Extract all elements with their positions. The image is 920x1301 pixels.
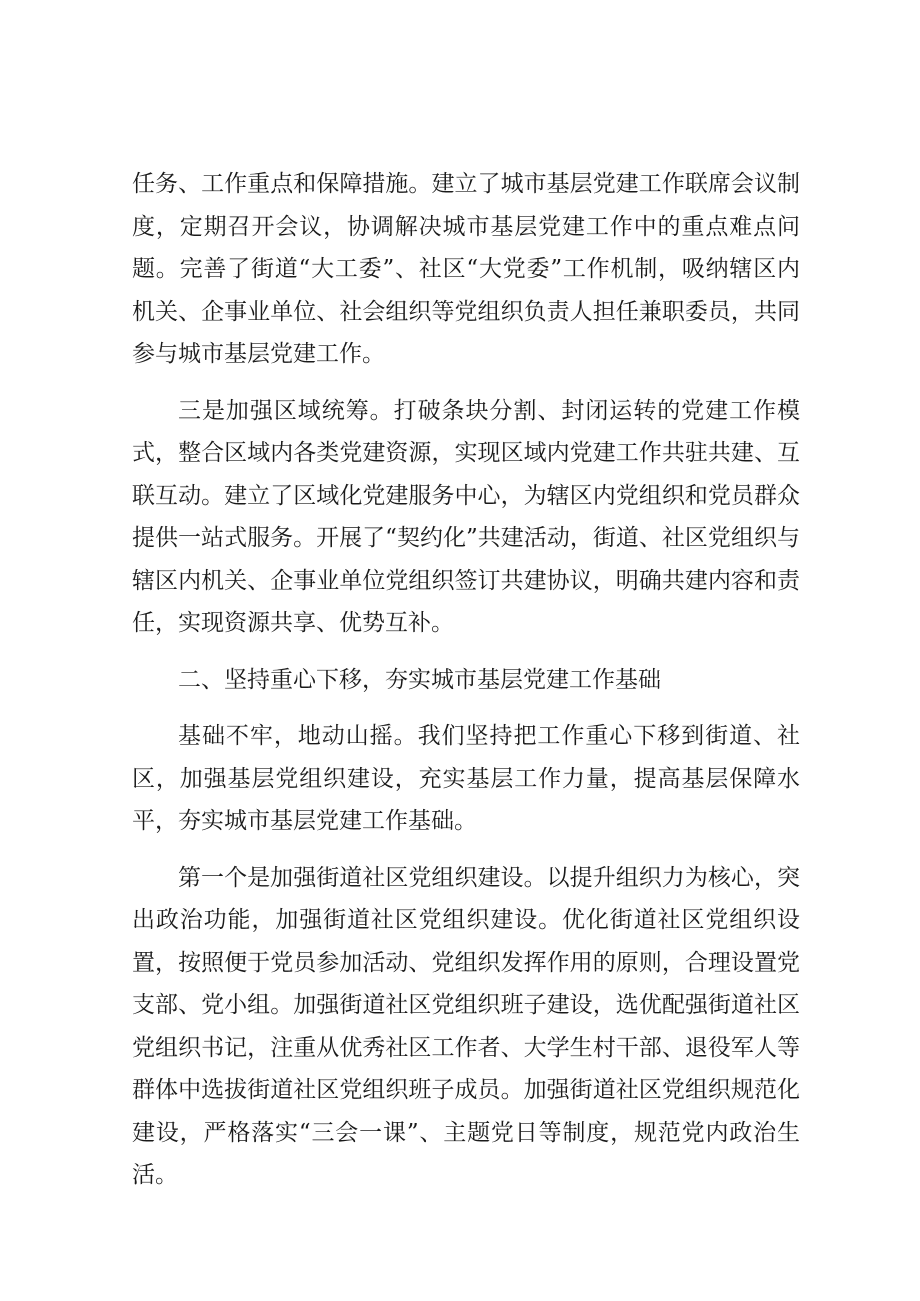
paragraph-regional-coordination: 三是加强区域统筹。打破条块分割、封闭运转的党建工作模式，整合区域内各类党建资源，实现区域内党建工作共驻共建、互联互动。建立了区域化党建服务中心，为辖区内党组织和党员群众提供一站式服务。开展了“契约化”共建活动，街道、社区党组织与辖区内机关、企事业单位党组织签订共建协议，明确共建内容和责任，实现资源共享、优势互补。 — [132, 397, 800, 636]
section-heading: 二、坚持重心下移，夯实城市基层党建工作基础 — [178, 666, 661, 693]
paragraph-continuation: 任务、工作重点和保障措施。建立了城市基层党建工作联席会议制度，定期召开会议，协调解决城市基层党建工作中的重点难点问题。完善了街道“大工委”、社区“大党委”工作机制，吸纳辖区内机关、企事业单位、社会组织等党组织负责人担任兼职委员，共同参与城市基层党建工作。 — [132, 171, 800, 367]
paragraph-organization-building: 第一个是加强街道社区党组织建设。以提升组织力为核心，突出政治功能，加强街道社区党组织建设。优化街道社区党组织设置，按照便于党员参加活动、党组织发挥作用的原则，合理设置党支部、党小组。加强街道社区党组织班子建设，选优配强街道社区党组织书记，注重从优秀社区工作者、大学生村干部、退役军人等群体中选拔街道社区党组织班子成员。加强街道社区党组织规范化建设，严格落实“三会一课”、主题党日等制度，规范党内政治生活。 — [132, 864, 800, 1188]
document-body — [132, 163, 800, 1211]
paragraph-foundation: 基础不牢，地动山摇。我们坚持把工作重心下移到街道、社区，加强基层党组织建设，充实基层工作力量，提高基层保障水平，夯实城市基层党建工作基础。 — [132, 723, 800, 834]
